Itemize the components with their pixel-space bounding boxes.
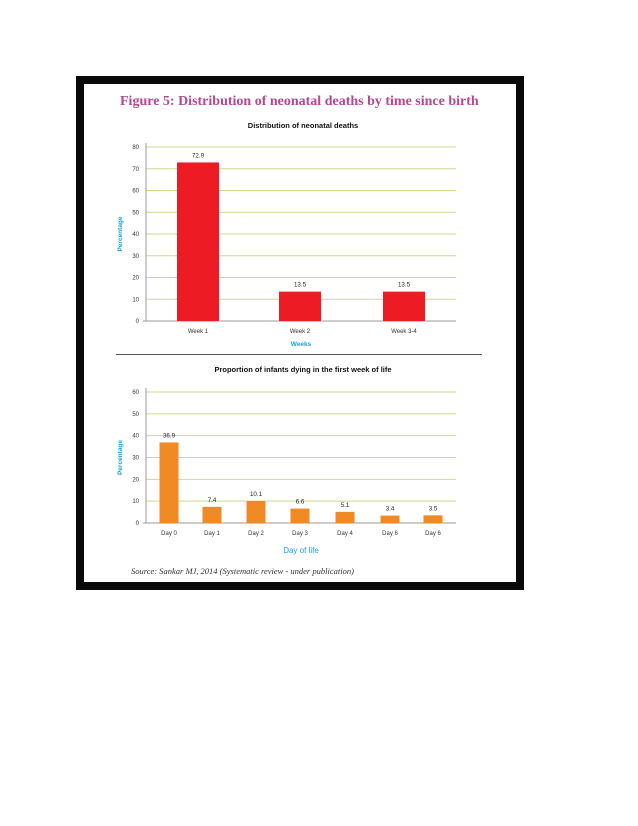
c1-data-label: 13.5: [397, 281, 411, 289]
source-note: Source: Sankar MJ, 2014 (Systematic review - under publication): [131, 566, 354, 576]
c2-bar: [291, 509, 310, 523]
c1-bar: [279, 292, 321, 321]
c2-y-tick-label: 10: [132, 499, 139, 506]
c2-data-label: 5.1: [340, 501, 350, 509]
c2-bar: [381, 516, 400, 523]
c1-x-axis-label: Weeks: [290, 341, 312, 348]
c1-y-tick-label: 10: [132, 297, 139, 304]
c2-y-tick-label: 40: [132, 433, 139, 440]
c2-data-label: 6.6: [295, 498, 305, 506]
c2-x-axis-label: Day of life: [283, 546, 319, 555]
c2-x-tick-label: Day 2: [248, 531, 264, 537]
c2-data-label: 7.4: [207, 496, 217, 504]
c2-data-label: 3.5: [428, 505, 438, 513]
c1-x-tick-label: Week 2: [289, 329, 311, 335]
c1-bar: [383, 292, 425, 321]
c2-bar: [203, 507, 222, 523]
c2-data-label: 10.1: [249, 490, 263, 498]
c1-bar: [177, 162, 219, 321]
c2-y-tick-label: 60: [132, 390, 139, 396]
c1-y-tick-label: 30: [132, 253, 139, 260]
c1-data-label: 72.9: [191, 152, 205, 160]
c2-bar: [160, 442, 179, 523]
c2-y-tick-label: 50: [132, 411, 139, 418]
c2-x-tick-label: Day 6: [382, 531, 398, 537]
c1-y-tick-label: 0: [135, 319, 139, 325]
c2-data-label: 3.4: [385, 505, 395, 513]
c2-x-tick-label: Day 1: [204, 531, 220, 537]
figure-title: Figure 5: Distribution of neonatal deaths by time since birth: [120, 94, 479, 109]
c2-bar: [247, 501, 266, 523]
c1-x-tick-label: Week 1: [187, 329, 209, 335]
c1-y-tick-label: 20: [132, 275, 139, 282]
c1-y-tick-label: 50: [132, 210, 139, 217]
c1-y-tick-label: 40: [132, 232, 139, 238]
c2-x-tick-label: Day 6: [425, 531, 441, 537]
c2-x-tick-label: Day 4: [337, 531, 353, 537]
c2-bar: [336, 512, 355, 523]
c1-y-tick-label: 70: [132, 166, 139, 173]
c2-y-tick-label: 20: [132, 477, 139, 484]
c1-x-tick-label: Week 3-4: [391, 329, 417, 335]
c1-y-tick-label: 60: [132, 188, 139, 195]
c2-y-tick-label: 0: [135, 521, 139, 527]
c2-y-axis-label: Percentage: [117, 439, 124, 476]
c2-x-tick-label: Day 0: [161, 531, 177, 537]
c2-y-tick-label: 30: [132, 455, 139, 462]
c1-y-tick-label: 80: [132, 145, 139, 151]
c2-chart-title: Proportion of infants dying in the first week of life: [214, 365, 392, 374]
c1-y-axis-label: Percentage: [117, 216, 124, 252]
c1-chart-title: Distribution of neonatal deaths: [247, 121, 359, 130]
c2-bar: [424, 515, 443, 523]
c1-data-label: 13.5: [293, 281, 307, 289]
c2-x-tick-label: Day 3: [292, 531, 308, 537]
c2-data-label: 36.9: [162, 432, 176, 440]
